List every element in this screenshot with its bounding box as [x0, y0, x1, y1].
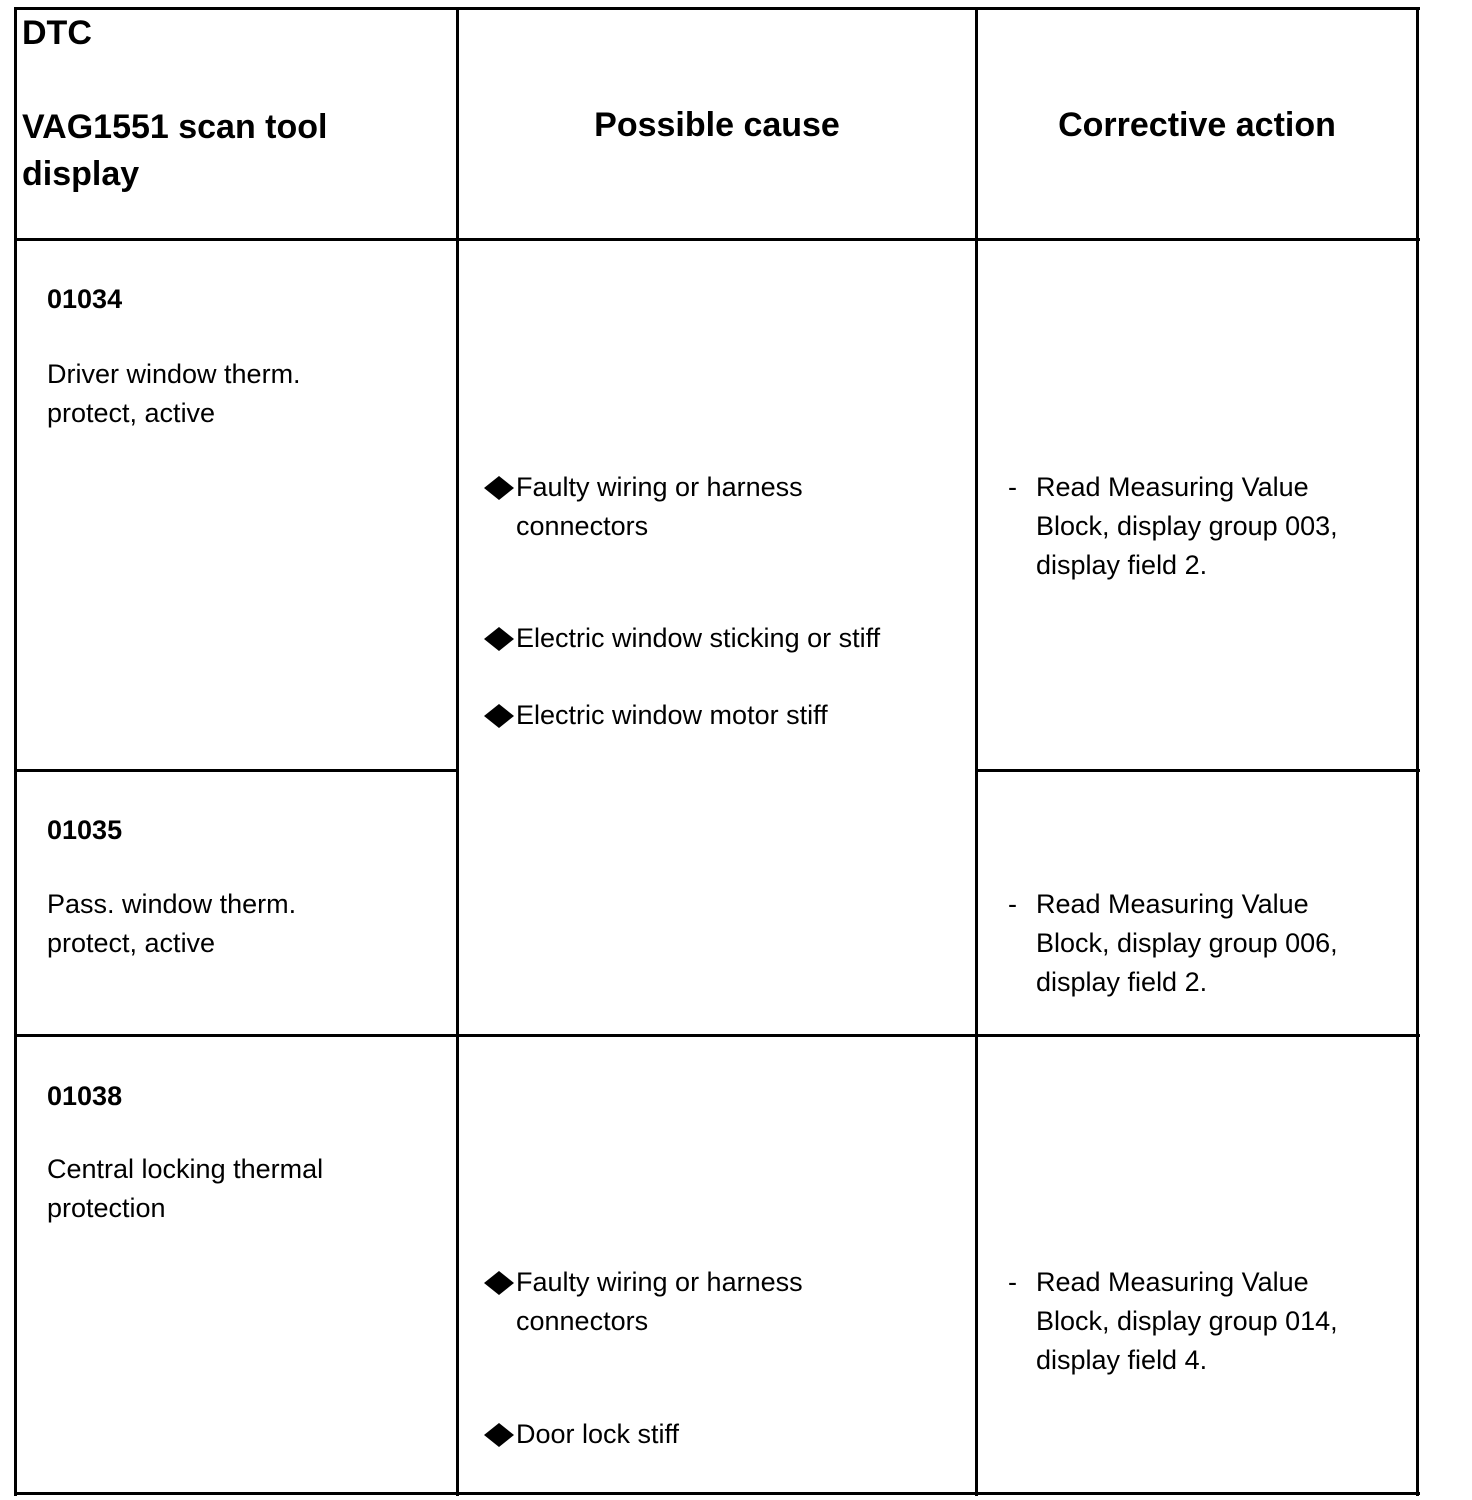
action-text: Read Measuring Value [1036, 472, 1309, 502]
table-border-right [1416, 7, 1419, 1496]
cause-item [482, 468, 803, 546]
dtc-code: 01035 [47, 815, 123, 845]
dtc-description-line: protect, active [47, 398, 216, 428]
action-text: Read Measuring Value [1036, 1267, 1309, 1297]
action-text: Block, display group 014, [1036, 1306, 1338, 1336]
corrective-action [1008, 1263, 1338, 1380]
dtc-description [47, 1150, 323, 1228]
header-dtc-label: DTC [22, 14, 92, 52]
dtc-code: 01034 [47, 284, 123, 314]
diamond-icon [484, 1423, 514, 1447]
cause-text: Faulty wiring or harness [516, 1267, 803, 1297]
cause-text: Electric window motor stiff [516, 700, 828, 730]
dtc-description-line: Driver window therm. [47, 359, 301, 389]
cause-item [482, 1263, 803, 1341]
diamond-icon [484, 704, 514, 728]
header-row-divider [14, 238, 1420, 241]
cause-text: Electric window sticking or stiff [516, 623, 881, 653]
cause-text: connectors [516, 1306, 649, 1336]
dtc-code: 01038 [47, 1081, 123, 1111]
action-text: display field 4. [1036, 1345, 1208, 1375]
column-divider-1 [456, 7, 459, 1496]
dash-bullet: - [1008, 889, 1017, 919]
row-divider-col1 [14, 769, 458, 772]
cause-text: Door lock stiff [516, 1419, 680, 1449]
dtc-description [47, 885, 296, 963]
table-border-left [14, 7, 17, 1496]
dtc-description-line: protect, active [47, 928, 216, 958]
header-possible-cause: Possible cause [594, 106, 840, 144]
action-text: display field 2. [1036, 550, 1208, 580]
action-text: Block, display group 003, [1036, 511, 1338, 541]
action-text: display field 2. [1036, 967, 1208, 997]
corrective-action [1008, 468, 1338, 585]
table-border-bottom [14, 1492, 1420, 1495]
column-divider-2 [975, 7, 978, 1496]
cause-text: connectors [516, 511, 649, 541]
diamond-icon [484, 1271, 514, 1295]
cause-item [482, 1415, 679, 1454]
cause-item [482, 619, 880, 658]
dash-bullet: - [1008, 1267, 1017, 1297]
corrective-action [1008, 885, 1338, 1002]
group-divider [14, 1034, 1420, 1037]
header-scan-tool-line2: display [22, 155, 140, 193]
dtc-description-line: Central locking thermal [47, 1154, 324, 1184]
header-scan-tool-line1: VAG1551 scan tool [22, 108, 328, 146]
cause-text: Faulty wiring or harness [516, 472, 803, 502]
dtc-description [47, 355, 301, 433]
action-text: Block, display group 006, [1036, 928, 1338, 958]
diamond-icon [484, 627, 514, 651]
row-divider-col3 [975, 769, 1420, 772]
dash-bullet: - [1008, 472, 1017, 502]
header-corrective-action: Corrective action [1058, 106, 1336, 144]
dtc-description-line: Pass. window therm. [47, 889, 297, 919]
dtc-description-line: protection [47, 1193, 166, 1223]
action-text: Read Measuring Value [1036, 889, 1309, 919]
header-dtc [22, 10, 328, 198]
diamond-icon [484, 476, 514, 500]
cause-item [482, 696, 828, 735]
